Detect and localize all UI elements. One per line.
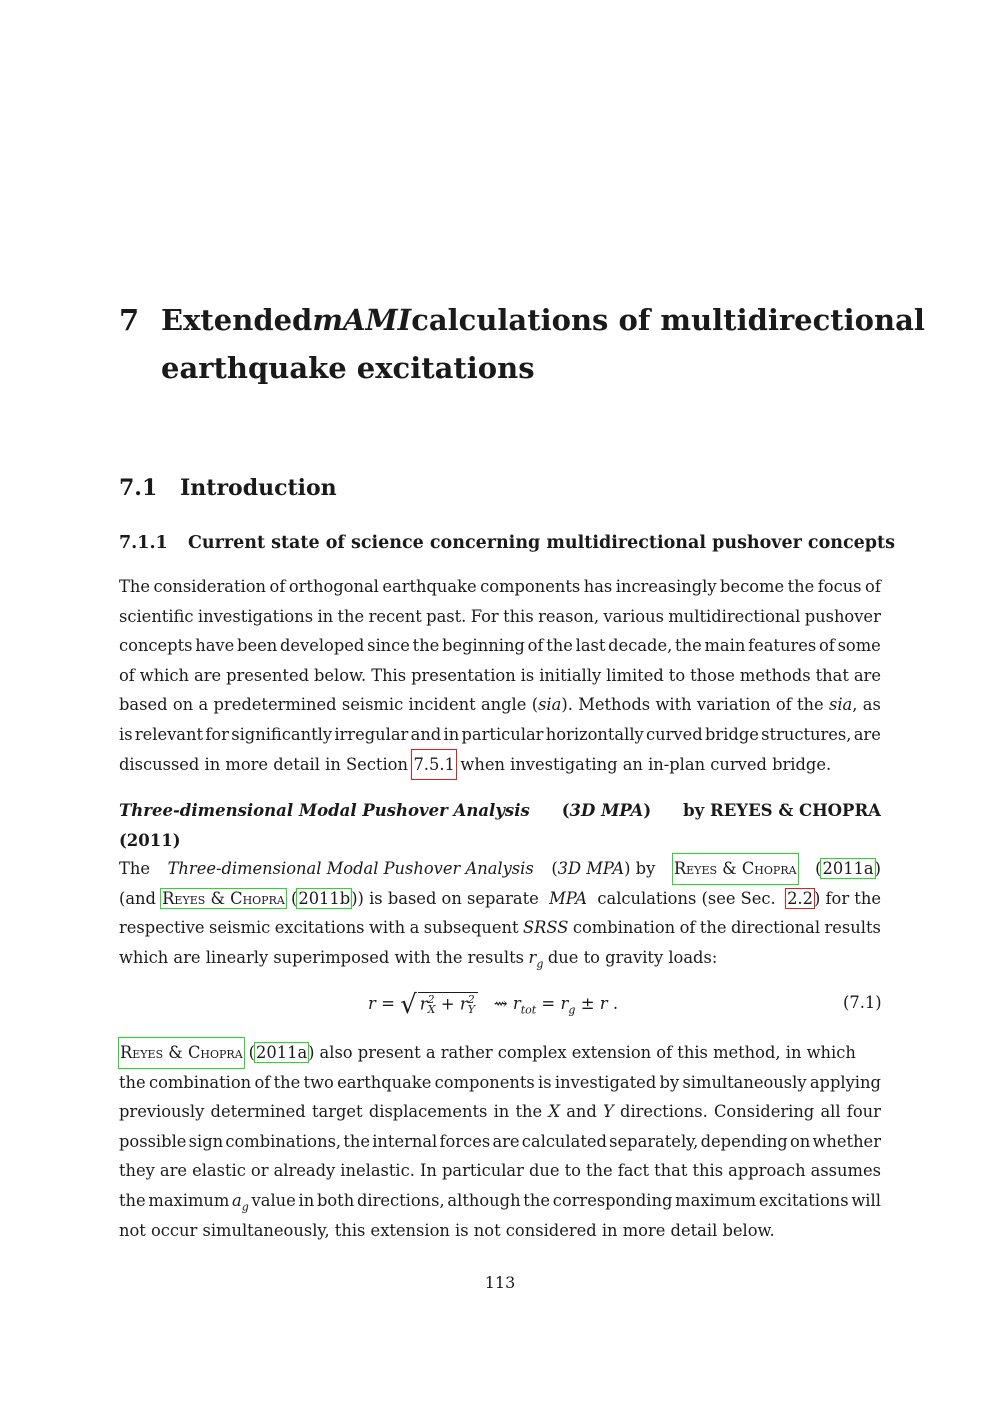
method-heading-rest: by REYES & CHOPRA: [683, 801, 881, 820]
text-line: not occur simultaneously, this extension is not considered in more detail below.: [119, 1220, 775, 1240]
paragraph-intro: [119, 572, 881, 779]
citation-link[interactable]: Reyes & Chopra: [162, 888, 285, 908]
text-line: scientific investigations in the recent past. For this reason, various multidirectional pushover: [119, 606, 881, 626]
text-line: is relevant for significantly irregular and in particular horizontally curved bridge structures, are: [119, 724, 881, 744]
text-line: discussed in more detail in Section 7.5.1 when investigating an in-plan curved bridge.: [119, 750, 881, 780]
chapter-title-part1: Extended: [161, 303, 313, 337]
subsection-number: 7.1.1: [119, 533, 168, 553]
text-line: of which are presented below. This presentation is initially limited to those methods that are: [119, 665, 881, 685]
method-heading-year: (2011): [119, 830, 181, 850]
text-line: the combination of the two earthquake components is investigated by simultaneously applying: [119, 1072, 881, 1092]
chapter-title-line2: earthquake excitations: [161, 351, 535, 385]
section-ref-link[interactable]: 7.5.1: [412, 750, 455, 780]
chapter-title-part2: calculations of multidirectional: [411, 303, 925, 337]
subsection-title: Current state of science concerning multidirectional pushover concepts: [188, 533, 895, 553]
equation: r = √ $r^2_X + r^2_Y$ ⇝ $r_{tot} = r_g \pm r$ .: [368, 990, 619, 1020]
citation-year-link[interactable]: 2011a: [256, 1043, 308, 1062]
citation-link[interactable]: Reyes & Chopra: [673, 854, 798, 884]
text-line: The consideration of orthogonal earthquake components has increasingly become the focus of: [119, 577, 881, 596]
equation-number: (7.1): [843, 993, 882, 1012]
chapter-number: 7: [119, 303, 140, 337]
text-line: based on a predetermined seismic incident angle (sia). Methods with variation of the sia, as: [119, 695, 881, 715]
section-heading: [119, 475, 337, 501]
citation-year-link[interactable]: 2011b: [298, 888, 351, 908]
page-number: 113: [484, 1273, 516, 1292]
text-line: possible sign combinations, the internal forces are calculated separately, depending on whether: [119, 1131, 881, 1151]
citation-year-link[interactable]: 2011a: [822, 859, 874, 878]
text-line: they are elastic or already inelastic. In particular due to the fact that this approach assumes: [119, 1161, 881, 1181]
paragraph-3dmpa: The Three-dimensional Modal Pushover Analysis (3D MPA) by Reyes & Chopra (2011a) (and Reyes & Chopra (2011b)) is based on separate MPA calculations (see Sec. 2.2) for the respective seismic excitations with a subsequent SRSS combination of the directional results which are linearly superimposed with the results $r_g$ due to gravity loads:: [119, 854, 881, 972]
method-heading-abbr: 3D MPA: [569, 801, 644, 820]
section-number: 7.1: [119, 475, 158, 501]
paragraph-extension: Reyes & Chopra (2011a) also present a rather complex extension of this method, in which the combination of the two earthquake components is investigated by simultaneously applying previously determined target displacements in the X and Y directions. Considering all four possible sign combinations, the internal forces are calculated separately, depending on whether they are elastic or already inelastic. In particular due to the fact that this approach assumes the maximum $a_g$ value in both directions, although the corresponding maximum excitations will not occur simultaneously, this extension is not considered in more detail below.: [119, 1038, 881, 1245]
section-ref-link[interactable]: 2.2: [787, 888, 813, 908]
citation-link[interactable]: Reyes & Chopra: [119, 1038, 244, 1068]
subsection-heading: [119, 533, 895, 553]
method-heading-italic: Three-dimensional Modal Pushover Analysis: [119, 801, 530, 820]
chapter-title-italic: mAMI: [312, 303, 412, 337]
text-line: concepts have been developed since the beginning of the last decade, the main features of some: [119, 636, 881, 656]
text-line: respective seismic excitations with a subsequent SRSS combination of the directional results: [119, 918, 881, 938]
method-name-italic: Three-dimensional Modal Pushover Analysis: [167, 859, 534, 878]
text-line: the maximum $a_g$ value in both directions, although the corresponding maximum excitations will: [119, 1190, 881, 1214]
method-heading: Three-dimensional Modal Pushover Analysis (3D MPA) by REYES & CHOPRA (2011): [119, 796, 881, 855]
text-line: previously determined target displacements in the X and Y directions. Considering all four: [119, 1102, 881, 1122]
section-title: Introduction: [180, 475, 337, 501]
